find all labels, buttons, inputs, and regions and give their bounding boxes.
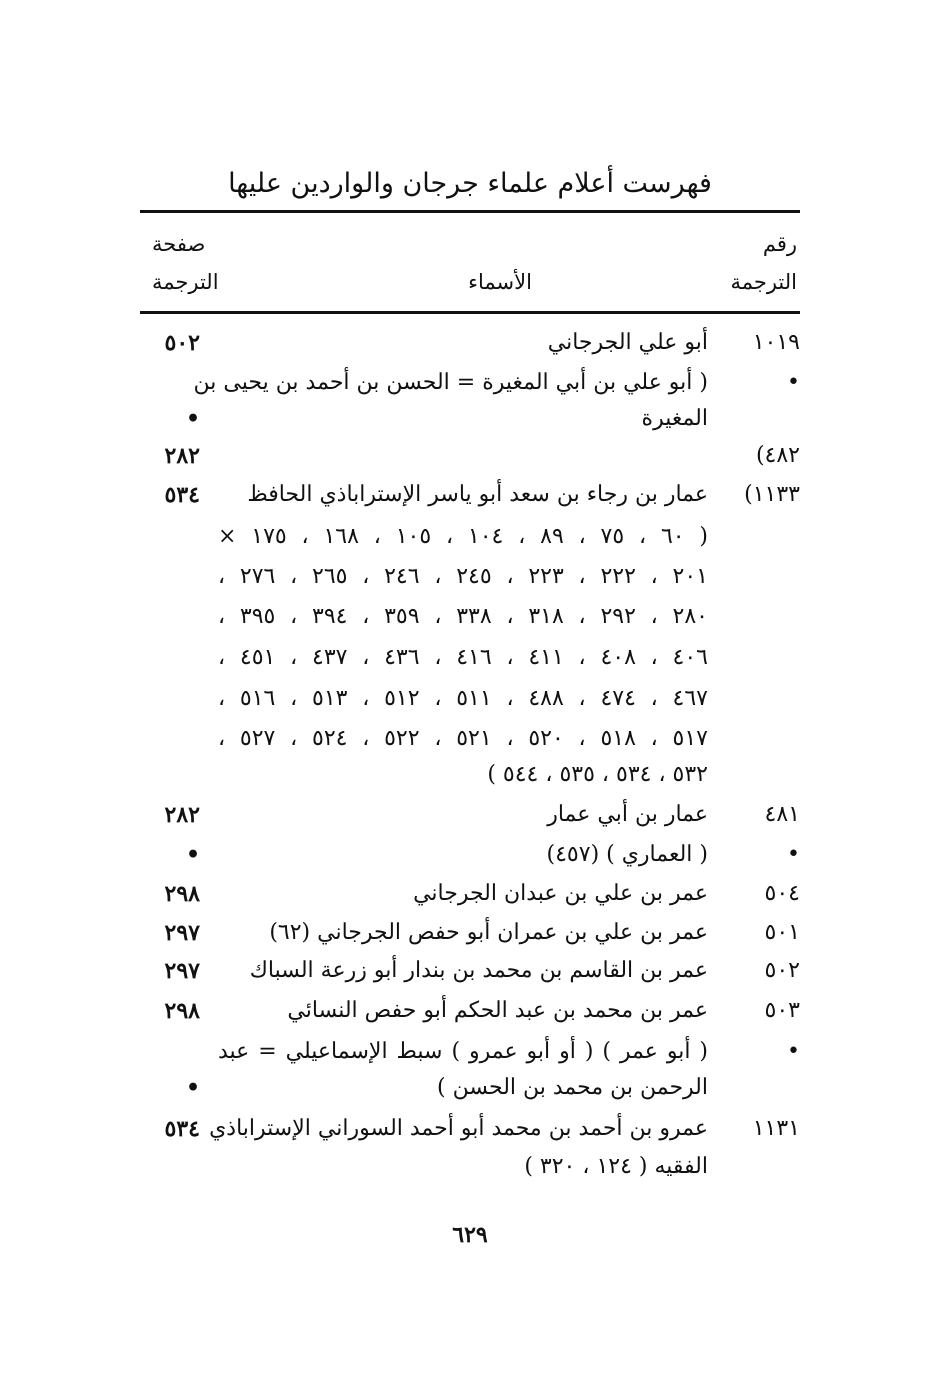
entry-page: • — [185, 406, 200, 432]
table-row — [140, 762, 800, 798]
table-row — [140, 370, 800, 406]
table-row — [140, 726, 800, 762]
entry-number: ٤٨٢) — [755, 443, 800, 468]
entry-name: ٥١٧ ، ٥١٨ ، ٥٢٠ ، ٥٢١ ، ٥٢٢ ، ٥٢٤ ، ٥٢٧ ، — [218, 726, 708, 751]
entry-name: ٤٦٧ ، ٤٧٤ ، ٤٨٨ ، ٥١١ ، ٥١٢ ، ٥١٣ ، ٥١٦ ، — [218, 686, 708, 711]
table-row — [140, 482, 800, 518]
table-row — [140, 881, 800, 917]
entry-name: الفقيه ( ١٢٤ ، ٣٢٠ ) — [524, 1154, 708, 1179]
entry-name: ( العماري ) (٤٥٧) — [546, 842, 708, 867]
entry-name: ( أبو عمر ) ( أو أبو عمرو ) سبط الإسماعيلي = عبد — [218, 1039, 708, 1064]
entry-page: • — [185, 1075, 200, 1101]
header-bottom-rule — [140, 311, 800, 314]
entry-number: ٥٠٣ — [764, 998, 800, 1023]
entry-name: عمر بن محمد بن عبد الحكم أبو حفص النسائي — [287, 998, 708, 1023]
entry-number: ٥٠٤ — [764, 881, 800, 906]
header-number-line2: الترجمة — [730, 270, 797, 294]
entry-page: ٥٠٢ — [164, 330, 200, 356]
entry-number: ٥٠١ — [764, 920, 800, 945]
table-row — [140, 1116, 800, 1152]
entry-page: ٢٨٢ — [164, 443, 200, 469]
table-row — [140, 802, 800, 838]
table-row — [140, 920, 800, 956]
entry-number: • — [787, 1039, 800, 1064]
entry-page: ٢٨٢ — [164, 802, 200, 828]
table-row — [140, 645, 800, 681]
table-row — [140, 686, 800, 722]
table-row — [140, 1039, 800, 1075]
header-names: الأسماء — [468, 270, 532, 294]
entry-page: ٥٣٤ — [164, 1116, 200, 1142]
entry-name: عمار بن أبي عمار — [547, 802, 708, 827]
table-row — [140, 330, 800, 366]
entry-number: ١٠١٩ — [752, 330, 800, 355]
entry-page: ٢٩٧ — [164, 920, 200, 946]
table-row — [140, 1075, 800, 1111]
entry-name: عمر بن علي بن عمران أبو حفص الجرجاني (٦٢) — [269, 920, 708, 945]
entry-name: ٤٠٦ ، ٤٠٨ ، ٤١١ ، ٤١٦ ، ٤٣٦ ، ٤٣٧ ، ٤٥١ ، — [218, 645, 708, 670]
entry-name: عمرو بن أحمد بن محمد أبو أحمد السوراني الإستراباذي — [209, 1116, 708, 1141]
header-number-line1: رقم — [762, 232, 797, 256]
table-row — [140, 998, 800, 1034]
entry-name: عمر بن القاسم بن محمد بن بندار أبو زرعة السباك — [249, 958, 708, 983]
entry-page: ٢٩٨ — [164, 998, 200, 1024]
entry-name: ( ٦٠ ، ٧٥ ، ٨٩ ، ١٠٤ ، ١٠٥ ، ١٦٨ ، ١٧٥ × — [218, 524, 709, 549]
page-title: فهرست أعلام علماء جرجان والواردين عليها — [228, 168, 712, 199]
entry-name: ٢٨٠ ، ٢٩٢ ، ٣١٨ ، ٣٣٨ ، ٣٥٩ ، ٣٩٤ ، ٣٩٥ ، — [218, 604, 708, 629]
entry-page: • — [185, 842, 200, 868]
table-row — [140, 1154, 800, 1190]
table-row — [140, 564, 800, 600]
entry-page: ٥٣٤ — [164, 482, 200, 508]
table-row — [140, 406, 800, 442]
entry-number: ١١٣١ — [752, 1116, 800, 1141]
entry-name: الرحمن بن محمد بن الحسن ) — [437, 1075, 708, 1100]
entry-name: ( أبو علي بن أبي المغيرة = الحسن بن أحمد بن يحيى بن — [193, 370, 708, 395]
entry-page: ٢٩٨ — [164, 881, 200, 907]
table-row — [140, 443, 800, 479]
table-row — [140, 524, 800, 560]
header-page-line2: الترجمة — [152, 270, 219, 294]
entry-name: ٢٠١ ، ٢٢٢ ، ٢٢٣ ، ٢٤٥ ، ٢٤٦ ، ٢٦٥ ، ٢٧٦ ، — [218, 564, 708, 589]
table-row — [140, 958, 800, 994]
header-top-rule — [140, 210, 800, 213]
table-row — [140, 604, 800, 640]
entry-name: عمر بن علي بن عبدان الجرجاني — [413, 881, 708, 906]
entry-name: ٥٣٢ ، ٥٣٤ ، ٥٣٥ ، ٥٤٤ ) — [487, 762, 708, 787]
entry-page: ٢٩٧ — [164, 958, 200, 984]
entry-number: ١١٣٣) — [744, 482, 800, 507]
entry-name: عمار بن رجاء بن سعد أبو ياسر الإستراباذي الحافظ — [247, 482, 708, 507]
page-number: ٦٢٩ — [452, 1222, 488, 1248]
entry-number: • — [787, 842, 800, 867]
table-row — [140, 842, 800, 878]
entry-name: أبو علي الجرجاني — [547, 330, 708, 355]
entry-number: ٤٨١ — [764, 802, 800, 827]
entry-number: • — [787, 370, 800, 395]
entry-name: المغيرة — [641, 406, 708, 431]
entry-number: ٥٠٢ — [764, 958, 800, 983]
header-page-line1: صفحة — [152, 232, 206, 256]
